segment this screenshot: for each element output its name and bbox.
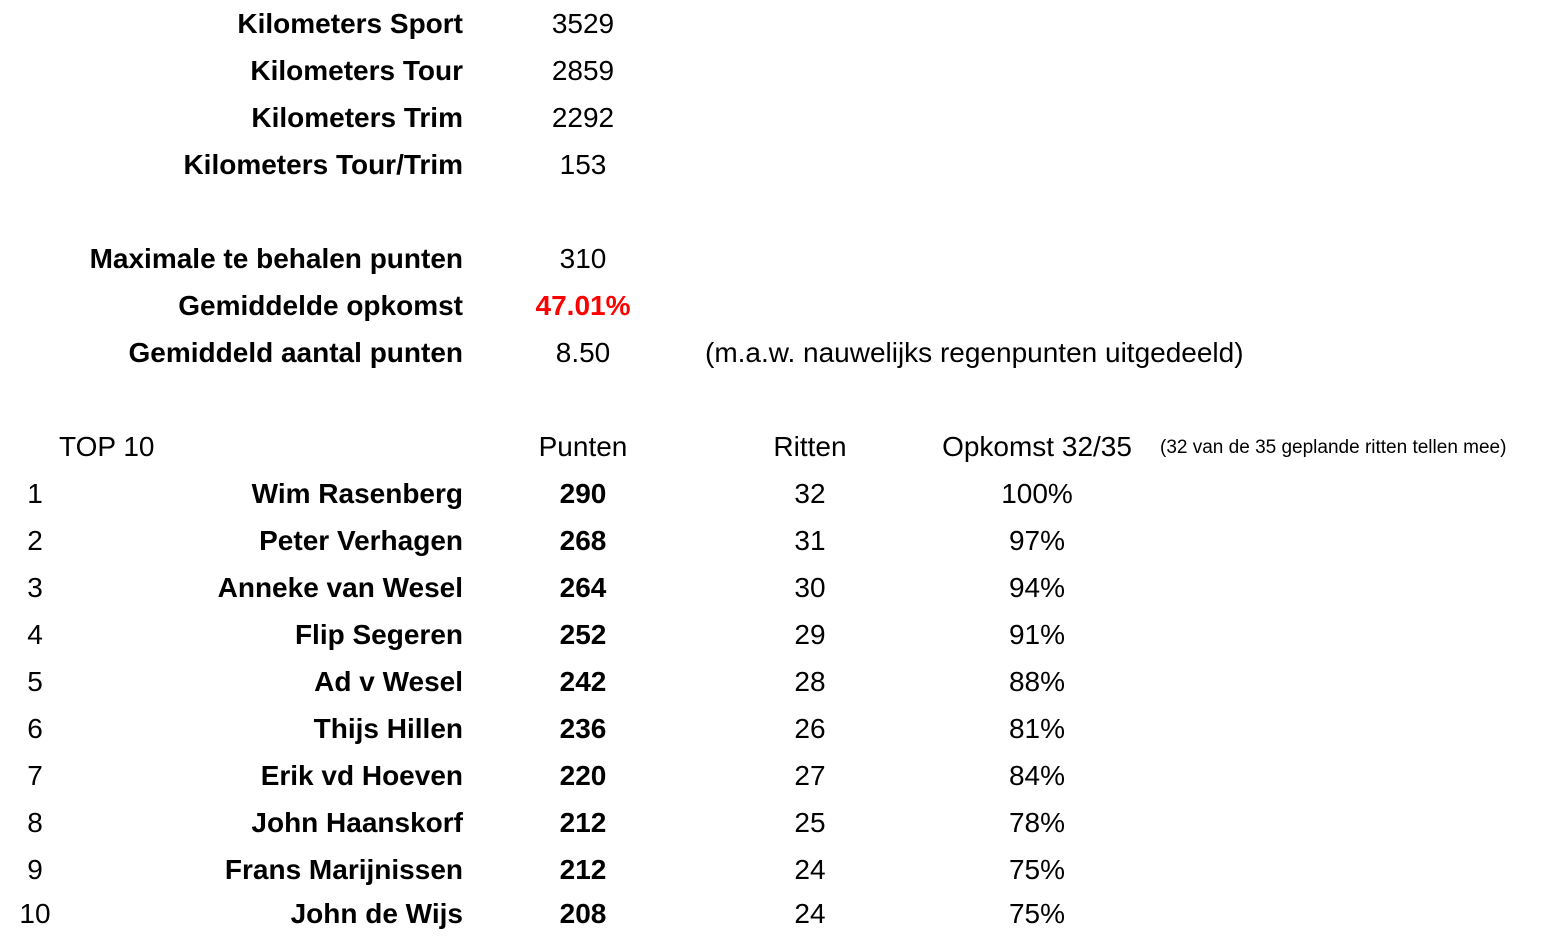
rider-rides: 30 [794, 572, 826, 603]
rider-attendance: 78% [1008, 807, 1066, 838]
header-points: Punten [538, 431, 628, 462]
rider-attendance: 100% [1001, 478, 1073, 509]
table-row [0, 517, 1552, 564]
stats-row-avg-attendance [0, 282, 1552, 329]
rider-points: 242 [559, 666, 607, 697]
rider-name: Thijs Hillen [313, 713, 463, 744]
rider-name: John Haanskorf [251, 807, 463, 838]
table-row [0, 846, 1552, 893]
stats-row-max-points [0, 235, 1552, 282]
rider-name: John de Wijs [290, 898, 463, 929]
rider-name: Peter Verhagen [259, 525, 463, 556]
summary-label: Kilometers Tour/Trim [183, 149, 463, 180]
rider-rides: 24 [794, 898, 826, 929]
summary-label: Kilometers Tour [250, 55, 463, 86]
rider-rides: 24 [794, 854, 826, 885]
summary-value: 3529 [551, 8, 615, 39]
rank: 5 [27, 666, 43, 697]
rider-rides: 27 [794, 760, 826, 791]
table-row [0, 470, 1552, 517]
rider-attendance: 97% [1008, 525, 1066, 556]
rider-points: 236 [559, 713, 607, 744]
rider-attendance: 81% [1008, 713, 1066, 744]
table-row [0, 890, 1552, 937]
rank: 6 [27, 713, 43, 744]
rider-rides: 26 [794, 713, 826, 744]
summary-value: 153 [559, 149, 607, 180]
rider-rides: 31 [794, 525, 826, 556]
rider-points: 268 [559, 525, 607, 556]
table-row [0, 611, 1552, 658]
rider-name: Erik vd Hoeven [260, 760, 463, 791]
summary-label: Kilometers Trim [251, 102, 463, 133]
rider-name: Flip Segeren [294, 619, 463, 650]
top10-title: TOP 10 [59, 431, 155, 462]
rider-rides: 28 [794, 666, 826, 697]
summary-row-trim [0, 94, 1552, 141]
table-row [0, 564, 1552, 611]
avg-points-value: 8.50 [555, 337, 611, 368]
rank: 2 [27, 525, 43, 556]
avg-points-label: Gemiddeld aantal punten [128, 337, 463, 368]
table-row [0, 705, 1552, 752]
rider-rides: 25 [794, 807, 826, 838]
summary-row-tour-trim [0, 141, 1552, 188]
header-rides: Ritten [773, 431, 847, 462]
header-attendance: Opkomst 32/35 [942, 431, 1132, 462]
rider-attendance: 84% [1008, 760, 1066, 791]
rider-points: 208 [559, 898, 607, 929]
rider-name: Wim Rasenberg [251, 478, 463, 509]
attendance-note: (32 van de 35 geplande ritten tellen mee) [1160, 437, 1507, 458]
rank: 10 [19, 898, 51, 929]
rider-points: 212 [559, 854, 607, 885]
avg-attendance-label: Gemiddelde opkomst [178, 290, 463, 321]
rider-attendance: 94% [1008, 572, 1066, 603]
rider-attendance: 75% [1008, 854, 1066, 885]
rider-name: Anneke van Wesel [217, 572, 463, 603]
table-row [0, 752, 1552, 799]
summary-row-tour [0, 47, 1552, 94]
rider-rides: 29 [794, 619, 826, 650]
rider-name: Ad v Wesel [314, 666, 463, 697]
rider-rides: 32 [794, 478, 826, 509]
summary-label: Kilometers Sport [237, 8, 463, 39]
table-row [0, 799, 1552, 846]
stats-row-avg-points [0, 329, 1552, 376]
rider-points: 212 [559, 807, 607, 838]
rider-name: Frans Marijnissen [224, 854, 463, 885]
rider-points: 290 [559, 478, 607, 509]
rank: 3 [27, 572, 43, 603]
rank: 7 [27, 760, 43, 791]
summary-value: 2859 [551, 55, 615, 86]
rider-points: 264 [559, 572, 607, 603]
max-points-label: Maximale te behalen punten [89, 243, 463, 274]
rider-points: 220 [559, 760, 607, 791]
avg-points-note: (m.a.w. nauwelijks regenpunten uitgedeeld) [705, 337, 1244, 368]
rank: 9 [27, 854, 43, 885]
rider-attendance: 88% [1008, 666, 1066, 697]
rank: 1 [27, 478, 43, 509]
rider-attendance: 75% [1008, 898, 1066, 929]
avg-attendance-value: 47.01% [535, 290, 631, 321]
rank: 4 [27, 619, 43, 650]
rider-points: 252 [559, 619, 607, 650]
rider-attendance: 91% [1008, 619, 1066, 650]
rank: 8 [27, 807, 43, 838]
table-row [0, 658, 1552, 705]
max-points-value: 310 [559, 243, 607, 274]
top10-header [0, 423, 1552, 470]
summary-value: 2292 [551, 102, 615, 133]
summary-row-sport [0, 0, 1552, 47]
